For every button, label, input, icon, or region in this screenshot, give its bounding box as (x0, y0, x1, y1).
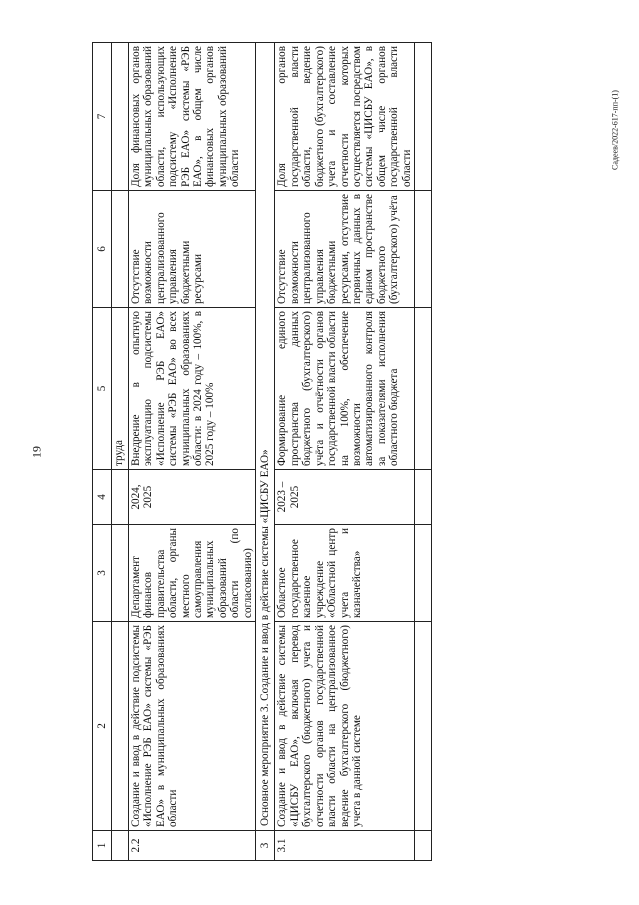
header-col-7: 7 (93, 43, 112, 191)
plan-table (92, 42, 432, 861)
executor-cell: Областное государственное казенное учреждение «Областной центр учета и казначейства» (275, 525, 414, 622)
consequence-cell: Отсутствие возможности централизованного управления бюджетными ресурсами, отсутствие первичных данных в едином пространстве бюджетного (бухгалтерского) учёта (275, 191, 414, 308)
header-col-6: 6 (93, 191, 112, 308)
header-col-4: 4 (93, 470, 112, 525)
event-cell: Создание и ввод в действие подсистемы «Исполнение РЭБ ЕАО» системы «РЭБ ЕАО» в муниципальных образованиях области (129, 622, 256, 831)
table-row (275, 43, 414, 861)
continuation-row (112, 43, 129, 861)
header-col-1: 1 (93, 831, 112, 861)
result-cell: Формирование единого пространства данных бюджетного (бухгалтерского) учёта и отчётности органов государственной власти области на 100%, обеспечение возможности автоматизированного контроля за показателями исполнения областного бюджета (275, 308, 414, 470)
header-col-2: 2 (93, 622, 112, 831)
document-code: Садеев/2022-617-пп-(1) (610, 90, 620, 170)
header-col-5: 5 (93, 308, 112, 470)
continuation-cell: труда (112, 308, 129, 470)
result-cell: Внедрение в опытную эксплуатацию подсистемы «Исполнение РЭБ ЕАО» системы «РЭБ ЕАО» во всех муниципальных образованиях области: в 2024 году – 100%, в 2025 году – 100% (129, 308, 256, 470)
section-row (256, 43, 275, 861)
table-row (129, 43, 256, 861)
row-number: 2.2 (129, 831, 256, 861)
trailing-row (414, 43, 431, 861)
event-cell: Создание и ввод в действие системы «ЦИСБУ ЕАО», включая перевод бухгалтерского (бюджетного) учета и отчетности органов государственной власти области на централизованное ведение бухгалтерского (бюджетного) учета в данной системе (275, 622, 414, 831)
indicator-cell: Доля финансовых органов муниципальных образований области, использующих подсистему «Исполнение РЭБ ЕАО» системы «РЭБ ЕАО», в общем числе финансовых органов муниципальных образований области (129, 43, 256, 191)
indicator-cell: Доля органов государственной власти области, ведение бюджетного (бухгалтерского) учета и составление отчетности которых осуществляется посредством системы «ЦИСБУ ЕАО», в общем числе органов государственной власти области (275, 43, 414, 191)
period-cell: 2023 – 2025 (275, 470, 414, 525)
executor-cell: Департамент финансов правительства области, органы местного самоуправления муниципальных образований области (по согласованию) (129, 525, 256, 622)
rotated-table-container (92, 43, 595, 861)
header-col-3: 3 (93, 525, 112, 622)
page-number: 19 (29, 446, 44, 458)
section-number: 3 (256, 831, 275, 861)
period-cell: 2024, 2025 (129, 470, 256, 525)
consequence-cell: Отсутствие возможности централизованного управления бюджетными ресурсами (129, 191, 256, 308)
header-row (93, 43, 112, 861)
row-number: 3.1 (275, 831, 414, 861)
section-title: Основное мероприятие 3. Создание и ввод в действие системы «ЦИСБУ ЕАО» (256, 43, 275, 831)
